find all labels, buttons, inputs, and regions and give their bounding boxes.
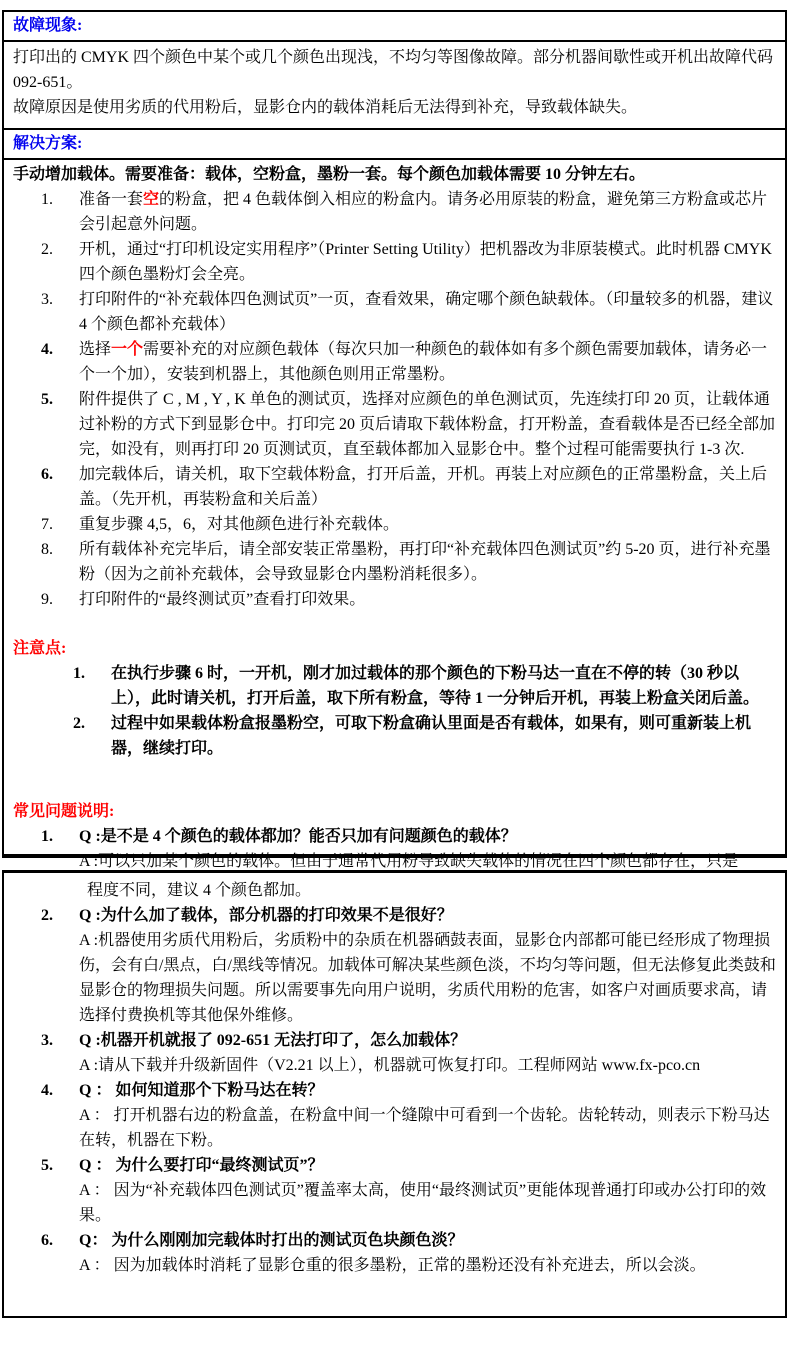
text-run: 打印附件的“最终测试页”查看打印效果。 — [79, 591, 366, 608]
text-run: 打印附件的“补充载体四色测试页”一页，查看效果，确定哪个颜色缺载体。（印量较多的机器，建议 4 个颜色都补充载体） — [79, 291, 774, 333]
notes-header: 注意点: — [13, 640, 67, 657]
item-text — [79, 287, 776, 337]
symptom-cell — [4, 42, 785, 130]
item-text — [79, 237, 776, 287]
item-text — [79, 537, 776, 587]
item-text — [79, 1028, 776, 1078]
faq-answer — [79, 1053, 776, 1078]
faq-answer — [79, 1253, 776, 1278]
text-run: A ： 打开机器右边的粉盒盖，在粉盒中间一个缝隙中可看到一个齿轮。齿轮转动，则表示下粉马达在转，机器在下粉。 — [79, 1107, 770, 1149]
symptom-paragraph: 故障原因是使用劣质的代用粉后，显影仓内的载体消耗后无法得到补充，导致载体缺失。 — [13, 99, 638, 116]
solution-step — [41, 462, 776, 512]
solution-steps-list — [41, 187, 776, 612]
solution-step — [41, 237, 776, 287]
note-item — [73, 711, 776, 761]
text-run: 在执行步骤 6 时，一开机，刚才加过载体的那个颜色的下粉马达一直在不停的转（30 秒以上），此时请关机，打开后盖，取下所有粉盒，等待 1 一分钟后开机，再装上粉盒关闭后盖。 — [111, 665, 760, 707]
faq-list-page2 — [41, 903, 776, 1278]
solution-step — [41, 287, 776, 337]
item-number: 4. — [41, 1082, 53, 1099]
solution-step — [41, 337, 776, 387]
text-run: 所有载体补充完毕后，请全部安装正常墨粉，再打印“补充载体四色测试页”约 5-20 页，进行补充墨粉（因为之前补充载体，会导致显影仓内墨粉消耗很多）。 — [79, 541, 771, 583]
text-run: Q :是不是 4 个颜色的载体都加？能否只加有问题颜色的载体？ — [79, 828, 517, 845]
spacer — [13, 761, 776, 799]
item-text — [79, 587, 776, 612]
faq-item — [41, 1228, 776, 1278]
document-page — [0, 10, 789, 1351]
item-text — [79, 824, 776, 874]
symptom-paragraph: 打印出的 CMYK 四个颜色中某个或几个颜色出现浅，不均匀等图像故障。部分机器间歇性或开机出故障代码 092-651。 — [13, 49, 774, 91]
text-run: Q :为什么加了载体，部分机器的打印效果不是很好？ — [79, 907, 453, 924]
item-number: 1. — [41, 828, 53, 845]
item-number: 2. — [41, 241, 53, 258]
faq-item — [41, 1153, 776, 1228]
text-run: Q： 为什么刚刚加完载体时打出的测试页色块颜色淡？ — [79, 1232, 464, 1249]
solution-step — [41, 537, 776, 587]
text-run: A :请从下载并升级新固件（V2.21 以上），机器就可恢复打印。工程师网站 www.fx-pco.cn — [79, 1057, 701, 1074]
item-number: 2. — [73, 715, 85, 732]
faq-question — [79, 1078, 776, 1103]
spacer — [13, 612, 776, 636]
text-run: 的粉盒，把 4 色载体倒入相应的粉盒内。请务必用原装的粉盒，避免第三方粉盒或芯片会引起意外问题。 — [79, 191, 768, 233]
item-number: 5. — [41, 1157, 53, 1174]
item-text — [79, 387, 776, 462]
page-one-table — [2, 10, 787, 870]
item-number: 9. — [41, 591, 53, 608]
note-item — [73, 661, 776, 711]
text-run: 附件提供了 C , M , Y , K 单色的测试页，选择对应颜色的单色测试页，先连续打印 20 页，让载体通过补粉的方式下到显影仓中。打印完 20 页后请取下载体粉盒，打开粉盖，查看载体是否已经全部加完，如没有，则再打印 20 页测试页，直至载体都加入显影仓中。整个过程可能需要执行 1-3 次. — [79, 391, 776, 458]
item-number: 6. — [41, 1232, 53, 1249]
text-run: 过程中如果载体粉盒报墨粉空，可取下粉盒确认里面是否有载体，如果有，则可重新装上机器，继续打印。 — [111, 715, 752, 757]
page-two-table — [2, 870, 787, 1318]
text-run: Q :机器开机就报了 092-651 无法打印了，怎么加载体？ — [79, 1032, 467, 1049]
text-run: A :机器使用劣质代用粉后，劣质粉中的杂质在机器硒鼓表面，显影仓内部都可能已经形成了物理损伤，会有白/黑点，白/黑线等情况。加载体可解决某些颜色淡，不均匀等问题，但无法修复此类鼓和显影仓的物理损失问题。所以需要事先向用户说明，劣质代用粉的危害，如客户对画质要求高，请选择付费换机等其他保外维修。 — [79, 932, 776, 1024]
solution-cell — [4, 160, 785, 877]
item-number: 8. — [41, 541, 53, 558]
item-number: 7. — [41, 516, 53, 533]
symptom-header: 故障现象: — [4, 12, 785, 42]
item-text — [79, 187, 776, 237]
highlighted-text: 空 — [143, 191, 160, 208]
text-run: 重复步骤 4,5，6，对其他颜色进行补充载体。 — [79, 516, 400, 533]
item-text — [79, 512, 776, 537]
text-run: 选择 — [79, 341, 112, 358]
faq-item — [41, 903, 776, 1028]
item-text — [111, 711, 776, 761]
solution-step — [41, 587, 776, 612]
item-text — [79, 337, 776, 387]
solution-header: 解决方案: — [4, 130, 785, 160]
solution-step — [41, 387, 776, 462]
faq-question — [79, 1228, 776, 1253]
text-run: A ： 因为加载体时消耗了显影仓重的很多墨粉，正常的墨粉还没有补充进去，所以会淡。 — [79, 1257, 706, 1274]
faq-question — [79, 1028, 776, 1053]
item-number: 4. — [41, 341, 53, 358]
solution-step — [41, 512, 776, 537]
faq-question — [79, 1153, 776, 1178]
faq-answer-continuation: 程度不同，建议 4 个颜色都加。 — [87, 882, 312, 899]
item-number: 6. — [41, 466, 53, 483]
text-run: 开机，通过“打印机设定实用程序”（Printer Setting Utility）把机器改为非原装模式。此时机器 CMYK 四个颜色墨粉灯会全亮。 — [79, 241, 772, 283]
faq-question — [79, 824, 776, 849]
faq-answer — [79, 928, 776, 1028]
faq-header: 常见问题说明: — [13, 803, 115, 820]
text-run: A ： 因为“补充载体四色测试页”覆盖率太高，使用“最终测试页”更能体现普通打印或办公打印的效果。 — [79, 1182, 767, 1224]
faq-answer — [79, 849, 776, 874]
faq-item — [41, 1078, 776, 1153]
text-run: 需要补充的对应颜色载体（每次只加一种颜色的载体如有多个颜色需要加载体，请务必一个一个加），安装到机器上，其他颜色则用正常墨粉。 — [79, 341, 768, 383]
faq-list-page1 — [41, 824, 776, 874]
faq-answer — [79, 1103, 776, 1153]
text-run: 准备一套 — [79, 191, 144, 208]
item-text — [79, 462, 776, 512]
item-text — [79, 1228, 776, 1278]
text-run: Q ： 为什么要打印“最终测试页”？ — [79, 1157, 324, 1174]
item-text — [79, 1078, 776, 1153]
preparation-line: 手动增加载体。需要准备：载体，空粉盒，墨粉一套。每个颜色加载体需要 10 分钟左右。 — [13, 166, 646, 183]
item-number: 5. — [41, 391, 53, 408]
item-text — [79, 903, 776, 1028]
faq-answer — [79, 1178, 776, 1228]
text-run: 加完载体后，请关机，取下空载体粉盒，打开后盖，开机。再装上对应颜色的正常墨粉盒，关上后盖。（先开机，再装粉盒和关后盖） — [79, 466, 768, 508]
faq-item — [41, 824, 776, 874]
item-number: 1. — [73, 665, 85, 682]
item-number: 2. — [41, 907, 53, 924]
item-text — [111, 661, 776, 711]
item-number: 3. — [41, 1032, 53, 1049]
faq-item — [41, 1028, 776, 1078]
faq-question — [79, 903, 776, 928]
solution-step — [41, 187, 776, 237]
text-run: Q ： 如何知道那个下粉马达在转？ — [79, 1082, 324, 1099]
item-text — [79, 1153, 776, 1228]
text-run: A :可以只加某个颜色的载体。但由于通常代用粉导致缺失载体的情况在四个颜色都存在，只是 — [79, 853, 739, 870]
item-number: 1. — [41, 191, 53, 208]
highlighted-text: 一个 — [111, 341, 144, 358]
notes-list — [73, 661, 776, 761]
item-number: 3. — [41, 291, 53, 308]
